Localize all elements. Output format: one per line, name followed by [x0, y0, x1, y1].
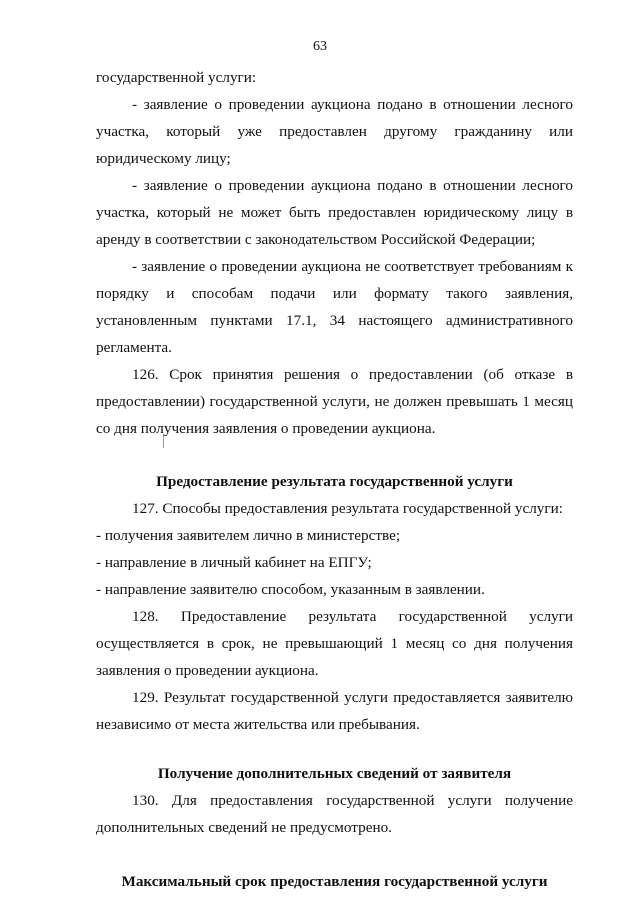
page-number: 63: [313, 39, 327, 54]
paragraph-129: 129. Результат государственной услуги предоставляется заявителю независимо от места жительства или пребывания.: [96, 689, 573, 733]
paragraph-126: 126. Срок принятия решения о предоставлении (об отказе в предоставлении) государственной услуги, не должен превышать 1 месяц со дня получения заявления о проведении аукциона.: [96, 366, 573, 437]
list-item-delivery-1: - получения заявителем лично в министерстве;: [96, 527, 401, 544]
section-spacer: [96, 841, 573, 868]
paragraph-128: 128. Предоставление результата государственной услуги осуществляется в срок, не превышающий 1 месяц со дня получения заявления о проведении аукциона.: [96, 608, 573, 679]
paragraph-127: 127. Способы предоставления результата государственной услуги:: [132, 500, 563, 517]
list-item-refusal-reason-3: - заявление о проведении аукциона не соответствует требованиям к порядку и способам подачи или формату такого заявления, установленным пунктами 17.1, 34 настоящего административного регламента.: [96, 258, 573, 356]
list-item-refusal-reason-2: - заявление о проведении аукциона подано в отношении лесного участка, который не может быть предоставлен юридическому лицу в аренду в соответствии с законодательством Российской Федерации;: [96, 177, 573, 248]
document-body: [96, 64, 573, 895]
paragraph-130: 130. Для предоставления государственной услуги получение дополнительных сведений не предусмотрено.: [96, 792, 573, 836]
list-item-refusal-reason-1: - заявление о проведении аукциона подано в отношении лесного участка, который уже предоставлен другому гражданину или юридическому лицу;: [96, 96, 573, 167]
section-heading-result: Предоставление результата государственной услуги: [156, 473, 513, 490]
list-item-delivery-3: - направление заявителю способом, указанным в заявлении.: [96, 581, 485, 598]
paragraph-continuation: государственной услуги:: [96, 69, 257, 86]
section-heading-additional-info: Получение дополнительных сведений от заявителя: [157, 765, 512, 782]
list-item-delivery-2: - направление в личный кабинет на ЕПГУ;: [96, 554, 372, 571]
section-heading-max-term: Максимальный срок предоставления государственной услуги: [121, 873, 548, 890]
section-spacer: [96, 442, 573, 468]
section-spacer: [96, 738, 573, 760]
